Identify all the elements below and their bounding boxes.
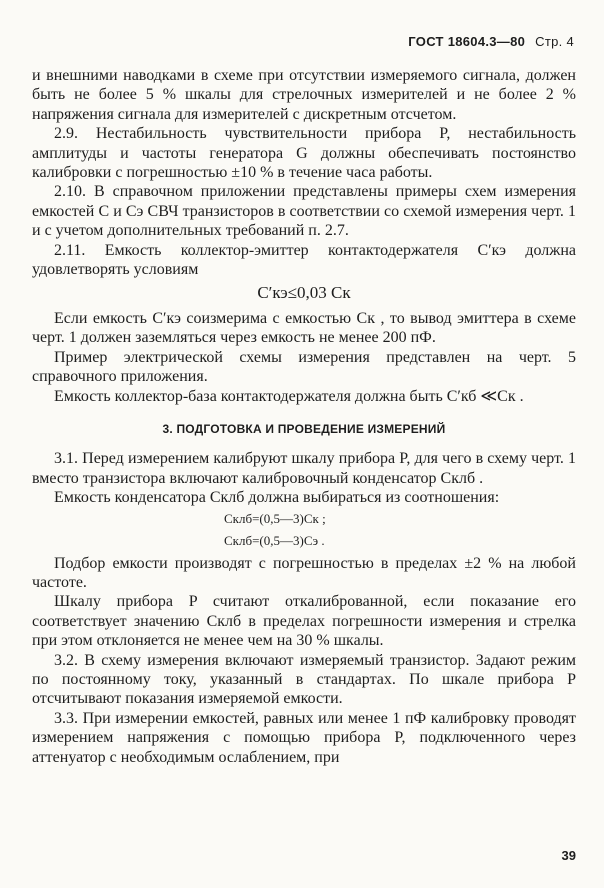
formula-ckэ-condition: C′кэ≤0,03 Cк [257, 283, 351, 303]
paragraph-tolerance: Подбор емкости производят с погрешностью в пределах ±2 % на любой частоте. [32, 554, 576, 591]
standard-number: ГОСТ 18604.3—80 [408, 34, 526, 49]
section-heading: 3. ПОДГОТОВКА И ПРОВЕДЕНИЕ ИЗМЕРЕНИЙ [162, 421, 446, 436]
paragraph-3-3: 3.3. При измерении емкостей, равных или менее 1 пФ калибровку проводят измерением напряжения с помощью прибора P, подключенного через аттенуатор с необходимым ослаблением, при [32, 709, 576, 766]
paragraph-2-11: 2.11. Емкость коллектор-эмиттер контактодержателя C′кэ должна удовлетворять условиям [32, 241, 576, 279]
paragraph-3-1: 3.1. Перед измерением калибруют шкалу прибора P, для чего в схему черт. 1 вместо транзистора включают калибровочный конденсатор Cклб . [32, 450, 576, 487]
paragraph-continuation: и внешними наводками в схеме при отсутствии измеряемого сигнала, должен быть не более 5 % шкалы для стрелочных измерителей и не более 2 % напряжения сигнала для измерителей с дискретным отсчетом. [32, 67, 576, 123]
formula-cklb-ce: Cклб=(0,5—3)Cэ . [224, 532, 325, 548]
paragraph-3-2: 3.2. В схему измерения включают измеряемый транзистор. Задают режим по постоянному току, указанный в стандартах. По шкале прибора P отсчитывают показания измеряемой емкости. [32, 651, 576, 708]
paragraph-capacitor-choice: Емкость конденсатора Cклб должна выбираться из соотношения: [54, 489, 500, 507]
page-label: Стр. 4 [535, 34, 574, 49]
paragraph-emitter-ground: Если емкость C′кэ соизмерима с емкостью Cк , то вывод эмиттера в схеме черт. 1 должен заземляться через емкость не менее 200 пФ. [32, 309, 576, 347]
page-number: 39 [561, 848, 576, 863]
paragraph-2-9: 2.9. Нестабильность чувствительности прибора P, нестабильность амплитуды и частоты генератора G должны обеспечивать постоянство калибровки с погрешностью ±10 % в течение часа работы. [32, 125, 576, 182]
paragraph-collector-base: Емкость коллектор-база контактодержателя должна быть C′кб ≪Cк . [54, 387, 524, 405]
formula-cklb-ck: Cклб=(0,5—3)Cк ; [224, 510, 326, 526]
paragraph-2-10: 2.10. В справочном приложении представлены примеры схем измерения емкостей C и Cэ СВЧ транзисторов в соответствии со схемой измерения черт. 1 и с учетом дополнительных требований п. 2.7. [32, 183, 576, 240]
paragraph-example-scheme: Пример электрической схемы измерения представлен на черт. 5 справочного приложения. [32, 348, 576, 386]
page-header [408, 34, 574, 49]
paragraph-calibrated: Шкалу прибора P считают откалиброванной, если показание его соответствует значению Cклб в пределах погрешности измерения и стрелка при этом отклоняется не менее чем на 30 % шкалы. [32, 593, 576, 650]
body-text [32, 66, 576, 767]
